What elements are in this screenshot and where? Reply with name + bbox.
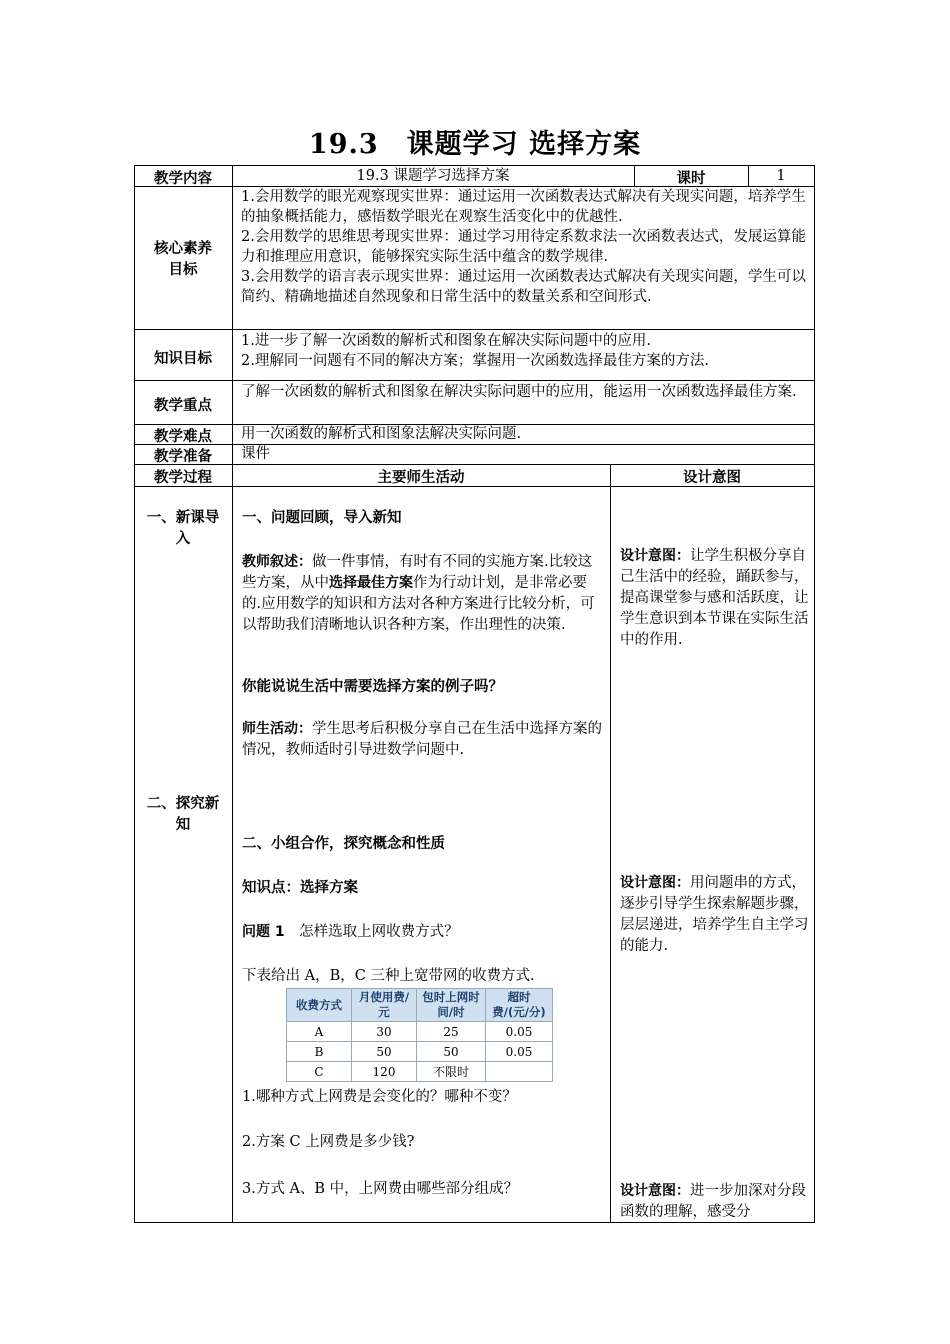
sub-question-3: 3.方式 A、B 中，上网费由哪些部分组成？: [242, 1181, 519, 1197]
process-col3: 设计意图: [683, 470, 741, 486]
stage-explore: 二、探究新知: [146, 796, 220, 833]
content-label: 教学内容: [154, 171, 212, 187]
prep-label: 教学准备: [154, 449, 212, 465]
fee-table: [286, 988, 553, 1082]
table-row: B 50 50 0.05: [287, 1042, 553, 1062]
process-col2: 主要师生活动: [377, 470, 465, 486]
content-value: 19.3 课题学习选择方案: [356, 168, 510, 184]
prep-text: 课件: [241, 446, 270, 462]
sub-question-2: 2.方案 C 上网费是多少钱?: [242, 1134, 415, 1150]
difficulty-text: 用一次函数的解析式和图象法解决实际问题.: [241, 426, 522, 442]
difficulty-label: 教学难点: [154, 429, 212, 445]
focus-text: 了解一次函数的解析式和图象在解决实际问题中的应用，能运用一次函数选择最佳方案.: [241, 384, 797, 400]
teacher-narration: 教师叙述：做一件事情，有时有不同的实施方案.比较这些方案，从中选择最佳方案作为行动计划，是非常必要的.应用数学的知识和方法对各种方案进行比较分析，可以帮助我们清晰地认识各种方案，作出理性的决策.: [242, 554, 595, 633]
period-label: 课时: [676, 171, 706, 187]
core-goal-item: 2.会用数学的思维思考现实世界：通过学习用待定系数求法一次函数表达式，发展运算能力和推理应用意识，能够探究实际生活中蕴含的数学规律.: [241, 229, 806, 265]
section-heading-1: 一、问题回顾，导入新知: [242, 510, 402, 526]
sub-question-1: 1.哪种方式上网费是会变化的？哪种不变？: [242, 1089, 517, 1105]
table-row: A 30 25 0.05: [287, 1022, 553, 1042]
section-heading-2: 二、小组合作，探究概念和性质: [242, 836, 445, 852]
fee-header: 收费方式: [287, 989, 352, 1022]
ts-label: 师生活动：: [242, 721, 312, 737]
table-intro: 下表给出 A，B，C 三种上宽带网的收费方式.: [242, 968, 535, 984]
fee-header: 超时费/(元/分): [486, 989, 553, 1022]
core-label: 核心素养目标: [154, 241, 212, 278]
focus-label: 教学重点: [154, 398, 212, 414]
best-plan-emphasis: 选择最佳方案: [329, 575, 413, 591]
fee-table-wrapper: [286, 988, 553, 1082]
knowledge-goal-item: 1.进一步了解一次函数的解析式和图象在解决实际问题中的应用.: [241, 333, 651, 349]
fee-header: 包时上网时间/时: [417, 989, 486, 1022]
teacher-label: 教师叙述：: [242, 554, 312, 570]
teacher-student-activity: 师生活动：学生思考后积极分享自己在生活中选择方案的情况，教师适时引导进数学问题中.: [242, 721, 602, 758]
knowledge-goals: [241, 331, 809, 371]
page-title: 19.3 课题学习 选择方案: [308, 129, 642, 160]
design-intent-1: 设计意图：让学生积极分享自己生活中的经验，踊跃参与，提高课堂参与感和活跃度，让学生意识到本节课在实际生活中的作用.: [620, 548, 809, 648]
stage-intro: 一、新课导入: [146, 510, 220, 547]
process-col1: 教学过程: [154, 470, 212, 486]
core-goal-item: 1.会用数学的眼光观察现实世界：通过运用一次函数表达式解决有关现实问题，培养学生的抽象概括能力，感悟数学眼光在观察生活变化中的优越性.: [241, 189, 806, 225]
period-value: 1: [776, 168, 786, 184]
design-intent-3: 设计意图：进一步加深对分段函数的理解，感受分: [620, 1183, 806, 1220]
core-goals: [241, 187, 809, 307]
discussion-question: 你能说说生活中需要选择方案的例子吗？: [242, 679, 503, 695]
problem-1: 问题 1 怎样选取上网收费方式？: [242, 924, 459, 940]
knowledge-point: 知识点：选择方案: [242, 880, 358, 896]
fee-header: 月使用费/元: [352, 989, 417, 1022]
design-intent-2: 设计意图：用问题串的方式，逐步引导学生探索解题步骤，层层递进，培养学生自主学习的能力.: [620, 875, 809, 954]
knowledge-goal-item: 2.理解同一问题有不同的解决方案；掌握用一次函数选择最佳方案的方法.: [241, 353, 709, 369]
table-row: C 120 不限时: [287, 1062, 553, 1082]
knowledge-label: 知识目标: [154, 351, 212, 367]
core-goal-item: 3.会用数学的语言表示现实世界：通过运用一次函数表达式解决有关现实问题，学生可以简约、精确地描述自然现象和日常生活中的数量关系和空间形式.: [241, 269, 806, 305]
